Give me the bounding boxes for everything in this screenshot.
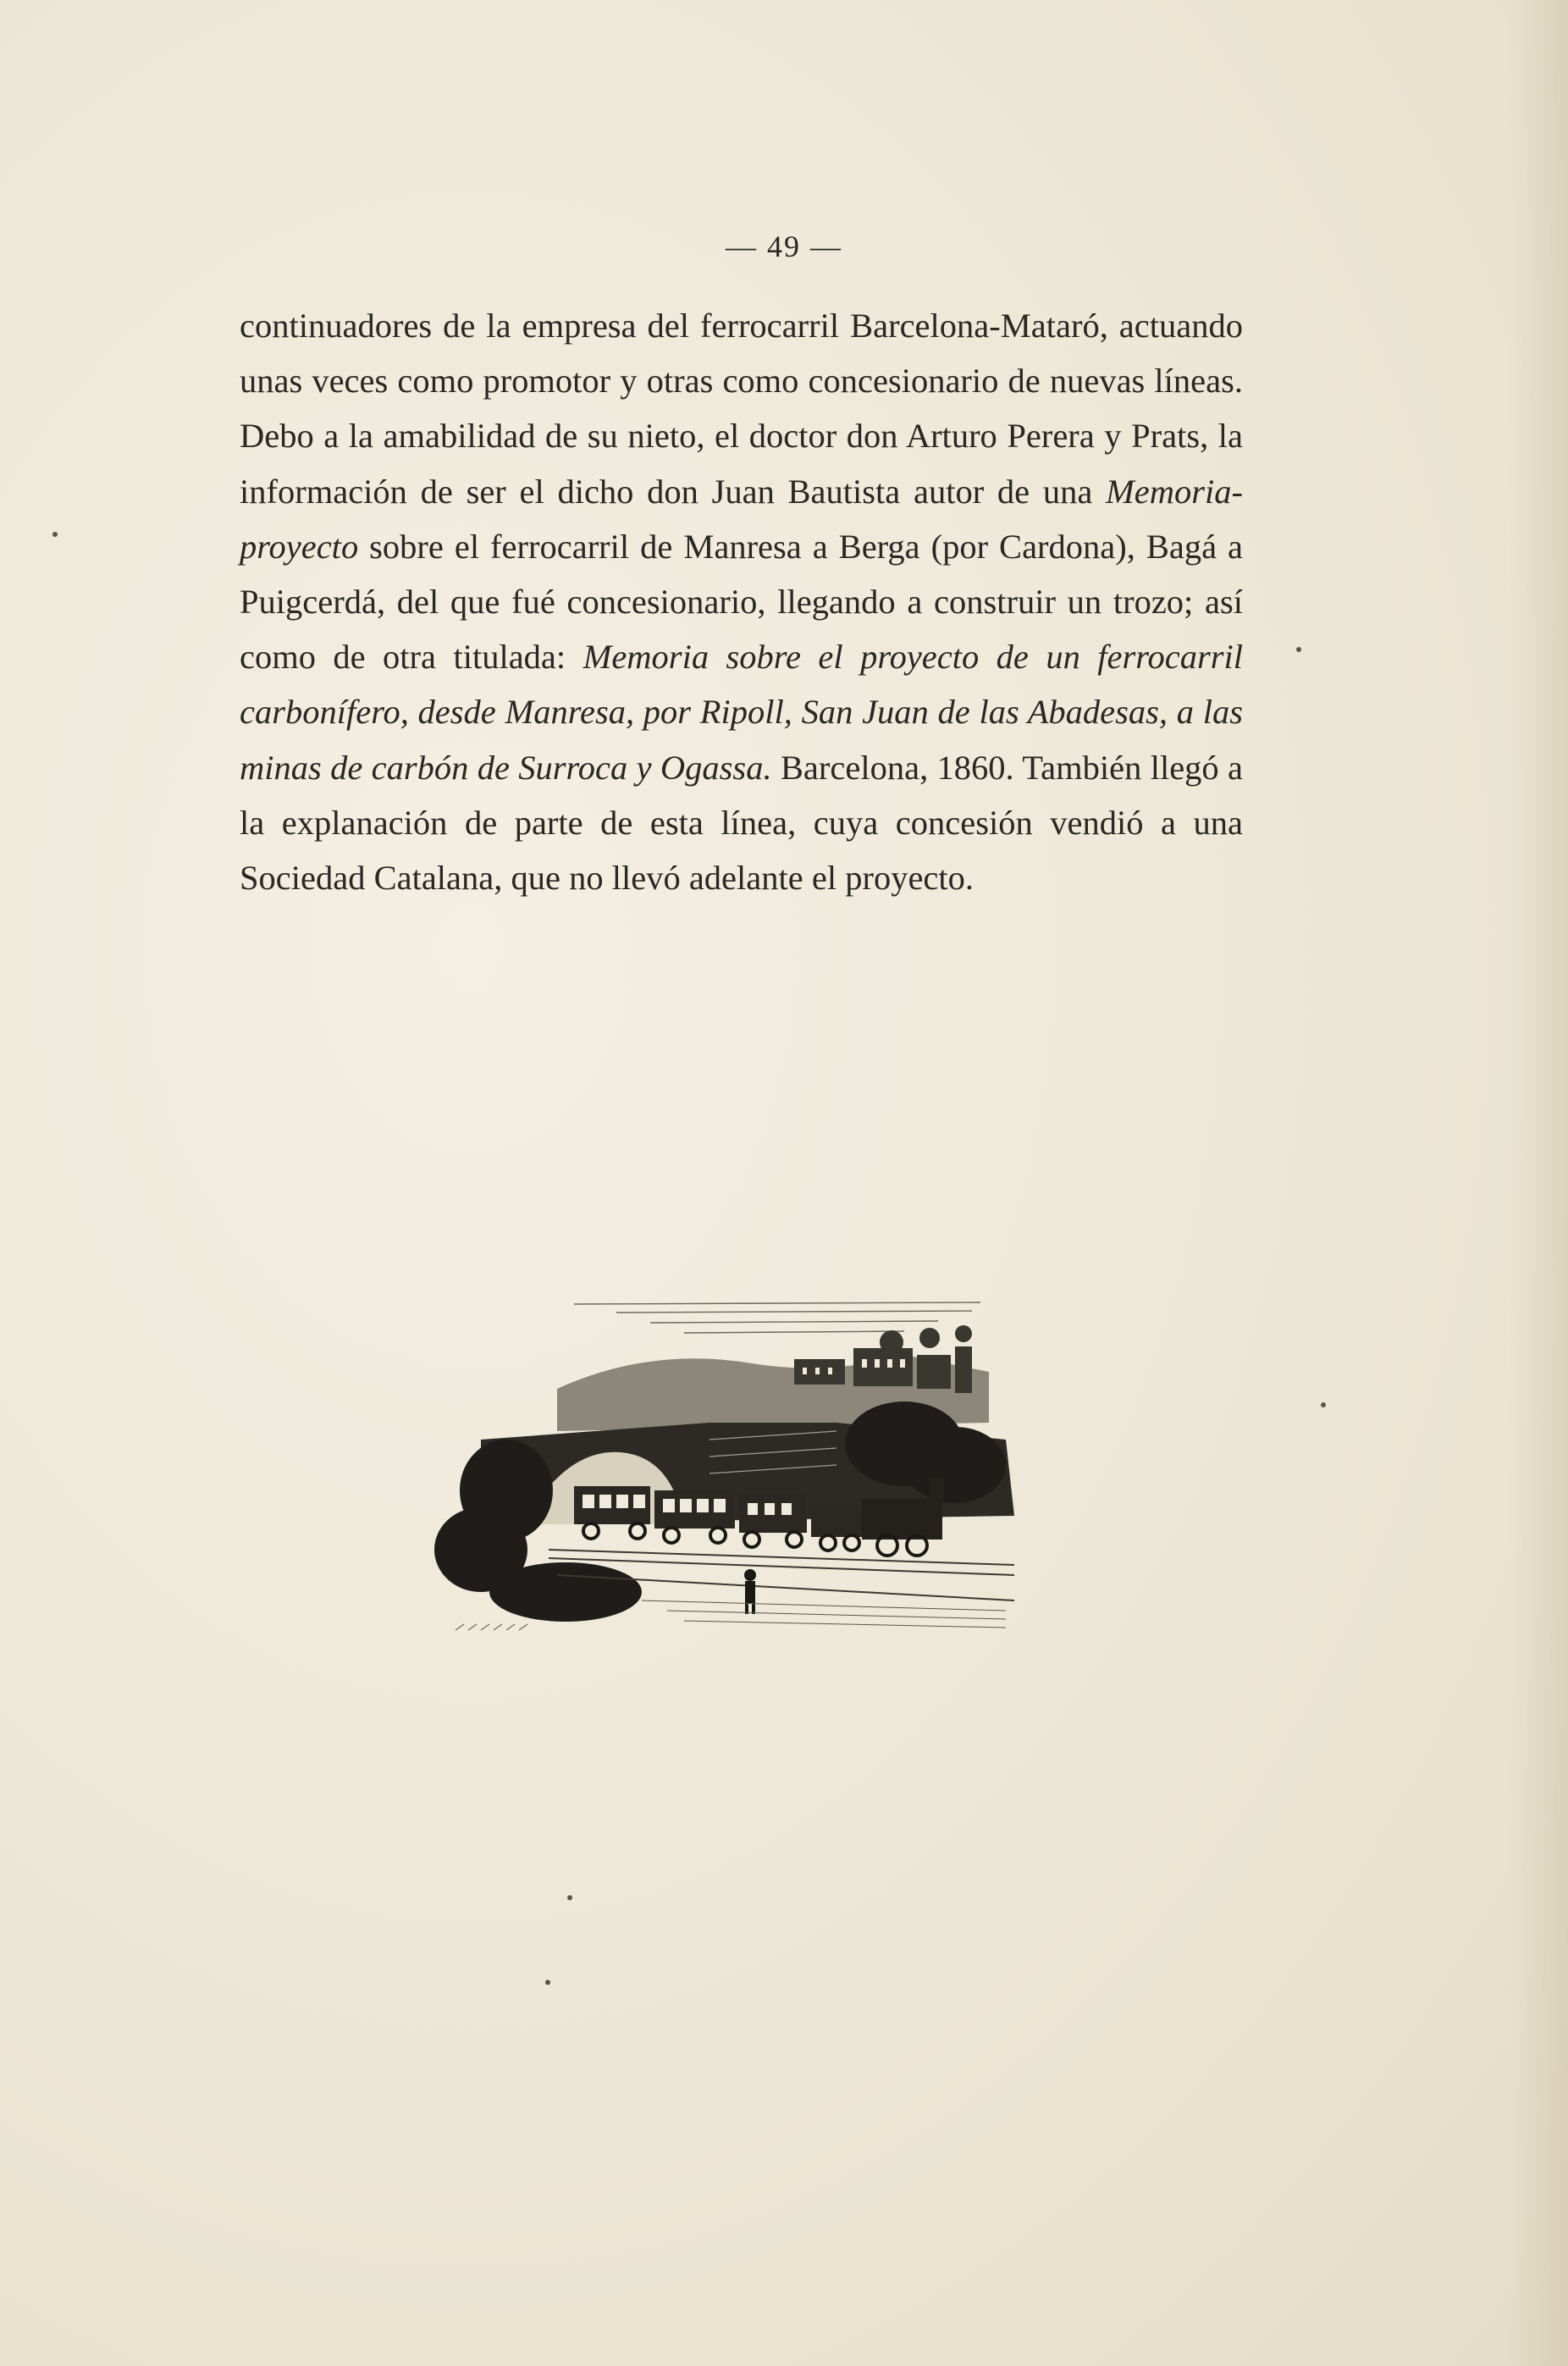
paper-speck xyxy=(545,1980,550,1985)
paper-speck xyxy=(1321,1402,1326,1407)
body-paragraph xyxy=(240,298,1243,905)
paper-speck xyxy=(567,1895,572,1900)
paragraph-segment-italic: Memoria-proyecto xyxy=(240,472,1243,566)
paragraph-segment-italic: Memoria sobre el proyecto de un ferrocarril carbonífero, desde Manresa, por Ripoll, San Juan de las Abadesas, a las minas de carbón de Surroca y Ogassa. xyxy=(240,638,1244,787)
paragraph-segment: sobre el ferrocarril de Manresa a Berga (por Cardona), Bagá a Puigcerdá, del que fué concesionario, llegando a construir un trozo; así como de otra titulada: xyxy=(240,527,1243,677)
train-engraving-icon xyxy=(430,1296,1014,1643)
paragraph-segment: Barcelona, 1860. También llegó a la explanación de parte de esta línea, cuya concesión vendió a una Sociedad Catalana, que no llevó adelante el proyecto. xyxy=(240,748,1243,898)
page-number: — 49 — xyxy=(726,229,842,263)
paper-speck xyxy=(52,532,58,537)
paragraph-segment: continuadores de la empresa del ferrocarril Barcelona-Mataró, actuando unas veces como promotor y otras como concesionario de nuevas líneas. Debo a la amabilidad de su nieto, el doctor don Arturo Perera y Prats, la información de ser el dicho don Juan Bautista autor de una xyxy=(240,307,1243,511)
paper-speck xyxy=(1296,647,1301,652)
page-edge-shadow xyxy=(1509,0,1568,2366)
